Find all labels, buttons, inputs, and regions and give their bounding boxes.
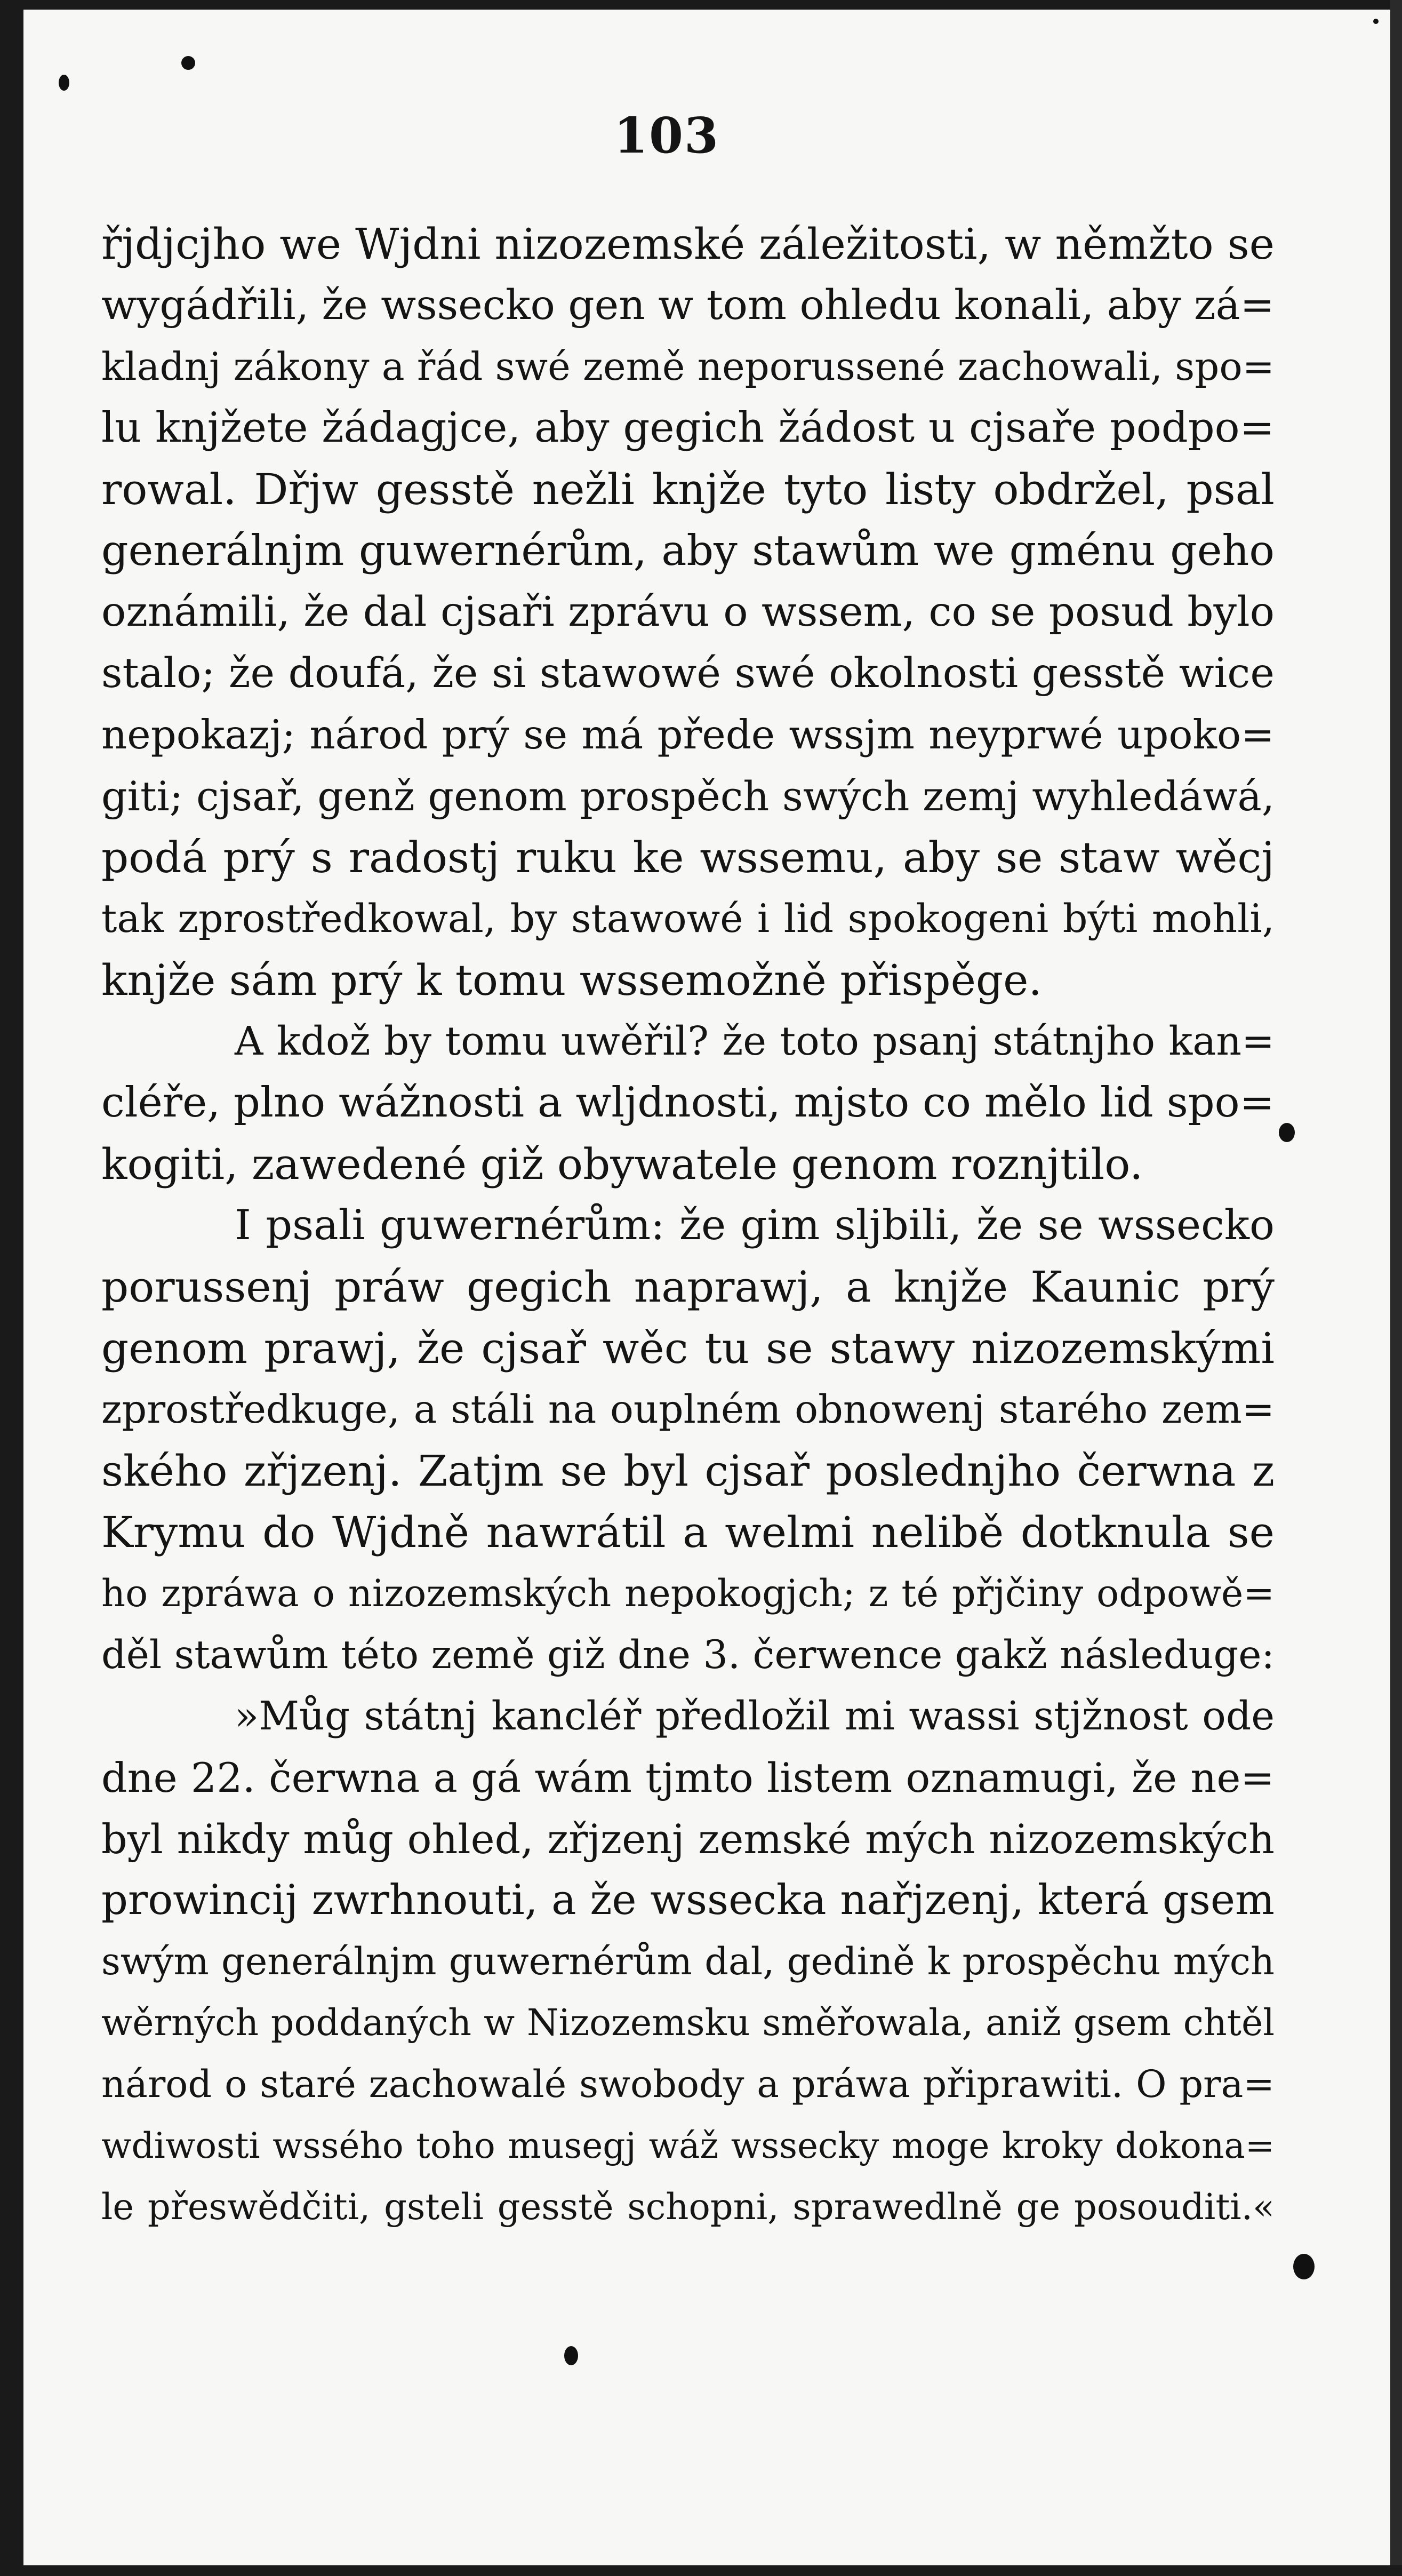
text-line: genom prawj, že cjsař wěc tu se stawy nizozemskými [101, 1323, 1275, 1373]
text-line: nepokazj; národ prý se má přede wssjm neyprwé upoko= [101, 711, 1275, 758]
text-line: le přeswědčiti, gsteli gesstě schopni, sprawedlně ge posouditi.« [101, 2186, 1275, 2228]
scan-border-left [0, 0, 23, 2576]
scan-border-bottom [0, 2565, 1402, 2576]
body-text [101, 213, 1275, 2238]
text-line: řjdjcjho we Wjdni nizozemské záležitosti, w němžto se [101, 219, 1275, 269]
scan-border-top [0, 0, 1402, 10]
scan-speck [1293, 2254, 1315, 2279]
text-line: oznámili, že dal cjsaři zprávu o wssem, co se posud bylo [101, 588, 1275, 636]
text-line: lu knjžete žádagjce, aby gegich žádost u cjsaře podpo= [101, 404, 1275, 452]
text-line: dne 22. čerwna a gá wám tjmto listem oznamugi, že ne= [101, 1754, 1275, 1801]
text-line: národ o staré zachowalé swobody a práwa připrawiti. O pra= [101, 2062, 1275, 2106]
scan-border-right [1390, 0, 1402, 2576]
text-line: generálnjm guwernérům, aby stawům we gménu geho [101, 526, 1275, 575]
scan-speck [181, 56, 195, 70]
text-line: I psali guwernérům: že gim sljbili, že se wssecko [235, 1201, 1275, 1249]
text-line: swým generálnjm guwernérům dal, gedině k prospěchu mých [101, 1940, 1275, 1983]
scan-speck [1279, 1123, 1295, 1142]
text-line: wygádřili, že wssecko gen w tom ohledu konali, aby zá= [101, 282, 1275, 329]
text-line: giti; cjsař, genž genom prospěch swých zemj wyhledáwá, [101, 772, 1275, 820]
text-line: stalo; že doufá, že si stawowé swé okolnosti gesstě wice [101, 650, 1275, 697]
text-line: tak zprostředkowal, by stawowé i lid spokogeni býti mohli, [101, 896, 1275, 942]
text-line: kladnj zákony a řád swé země neporussené zachowali, spo= [101, 344, 1275, 389]
text-line: zprostředkuge, a stáli na ouplném obnowenj starého zem= [101, 1387, 1275, 1432]
text-line: porussenj práw gegich naprawj, a knjže Kaunic prý [101, 1262, 1275, 1312]
scan-speck [59, 75, 69, 91]
text-line: podá prý s radostj ruku ke wssemu, aby se staw wěcj [101, 833, 1275, 882]
text-line: kogiti, zawedené giž obywatele genom roznjtilo. [101, 1139, 1143, 1189]
text-line: wdiwosti wssého toho musegj wáž wssecky moge kroky dokona= [101, 2125, 1275, 2166]
page-number: 103 [613, 107, 720, 164]
scan-speck [564, 2346, 578, 2365]
scan-speck [1373, 19, 1379, 24]
text-line: rowal. Dřjw gesstě nežli knjže tyto listy obdržel, psal [101, 465, 1275, 514]
text-line: knjže sám prý k tomu wssemožně přispěge. [101, 955, 1042, 1005]
text-line: »Můg státnj kancléř předložil mi wassi stjžnost ode [235, 1693, 1275, 1739]
text-line: byl nikdy můg ohled, zřjzenj zemské mých nizozemských [101, 1815, 1275, 1863]
text-line: prowincij zwrhnouti, a že wssecka nařjzenj, která gsem [101, 1876, 1275, 1924]
text-line: ského zřjzenj. Zatjm se byl cjsař poslednjho čerwna z [101, 1446, 1275, 1496]
text-line: A kdož by tomu uwěřil? že toto psanj státnjho kan= [235, 1018, 1275, 1064]
text-line: ho zpráwa o nizozemských nepokogjch; z té přjčiny odpowě= [101, 1572, 1275, 1615]
text-line: děl stawům této země giž dne 3. čerwence gakž následuge: [101, 1632, 1275, 1678]
text-line: wěrných poddaných w Nizozemsku směřowala, aniž gsem chtěl [101, 2002, 1275, 2044]
text-line: Krymu do Wjdně nawrátil a welmi nelibě dotknula se [101, 1508, 1275, 1557]
text-line: cléře, plno wážnosti a wljdnosti, mjsto co mělo lid spo= [101, 1079, 1275, 1127]
